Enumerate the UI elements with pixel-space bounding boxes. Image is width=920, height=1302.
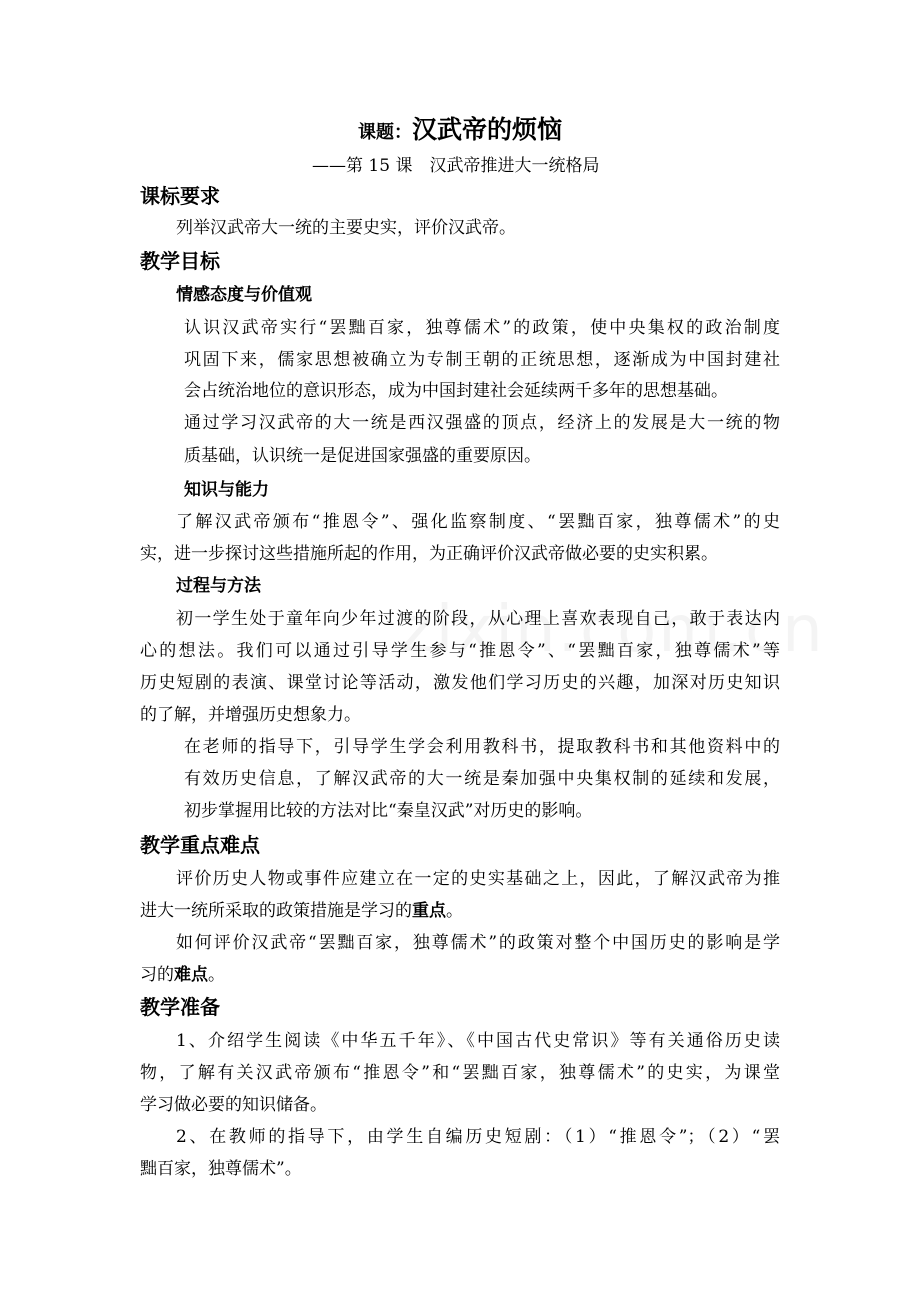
text-span: 。 <box>208 965 225 985</box>
page-title <box>0 116 920 147</box>
kebiao-line: 列举汉武帝大一统的主要史实，评价汉武帝。 <box>176 218 516 238</box>
zhongdian-line <box>140 965 225 985</box>
zhunbei-line: 黜百家，独尊儒术”。 <box>140 1159 302 1179</box>
text-span: 习的 <box>140 965 174 985</box>
title-prefix: 课题： <box>357 122 412 143</box>
section-heading-kebiao: 课标要求 <box>140 184 220 208</box>
zhunbei-line: 2、在教师的指导下，由学生自编历史短剧：（1）“推恩令”；（2）“罢 <box>176 1127 780 1147</box>
subheading-qinggan: 情感态度与价值观 <box>176 285 312 305</box>
qinggan-line: 认识汉武帝实行“罢黜百家，独尊儒术”的政策，使中央集权的政治制度 <box>184 318 780 338</box>
zhishi-line: 了解汉武帝颁布“推恩令”、强化监察制度、“罢黜百家，独尊儒术”的史 <box>176 512 780 532</box>
guocheng-line: 初步掌握用比较的方法对比“秦皇汉武”对历史的影响。 <box>184 801 593 821</box>
subheading-zhishi: 知识与能力 <box>184 480 269 500</box>
guocheng-line: 心的想法。我们可以通过引导学生参与“推恩令”、“罢黜百家，独尊儒术”等 <box>140 641 780 661</box>
zhunbei-line: 1、介绍学生阅读《中华五千年》、《中国古代史常识》等有关通俗历史读 <box>176 1031 780 1051</box>
key-point-emphasis: 重点 <box>412 901 446 921</box>
qinggan-line: 会占统治地位的意识形态，成为中国封建社会延续两千多年的思想基础。 <box>184 381 728 401</box>
guocheng-line: 在老师的指导下，引导学生学会利用教科书，提取教科书和其他资料中的 <box>184 737 780 757</box>
qinggan-line: 巩固下来，儒家思想被确立为专制王朝的正统思想，逐渐成为中国封建社 <box>184 350 780 370</box>
guocheng-line: 有效历史信息，了解汉武帝的大一统是秦加强中央集权制的延续和发展， <box>184 769 780 789</box>
text-span: 进大一统所采取的政策措施是学习的 <box>140 901 412 921</box>
difficulty-emphasis: 难点 <box>174 965 208 985</box>
guocheng-line: 初一学生处于童年向少年过渡的阶段，从心理上喜欢表现自己，敢于表达内 <box>176 609 780 629</box>
section-heading-zhunbei: 教学准备 <box>140 995 220 1019</box>
section-heading-mubiao: 教学目标 <box>140 249 220 273</box>
zhongdian-line: 评价历史人物或事件应建立在一定的史实基础之上，因此，了解汉武帝为推 <box>176 869 780 889</box>
zhishi-line: 实，进一步探讨这些措施所起的作用，为正确评价汉武帝做必要的史实积累。 <box>140 544 718 564</box>
section-heading-zhongdian: 教学重点难点 <box>140 833 260 857</box>
guocheng-line: 历史短剧的表演、课堂讨论等活动，激发他们学习历史的兴趣，加深对历史知识 <box>140 673 780 693</box>
zhongdian-line <box>140 901 463 921</box>
text-span: 。 <box>446 901 463 921</box>
qinggan-line: 质基础，认识统一是促进国家强盛的重要原因。 <box>184 446 541 466</box>
title-main: 汉武帝的烦恼 <box>411 115 562 144</box>
guocheng-line: 的了解，并增强历史想象力。 <box>140 705 361 725</box>
zhongdian-line: 如何评价汉武帝“罢黜百家，独尊儒术”的政策对整个中国历史的影响是学 <box>176 933 780 953</box>
page-subtitle: ——第 15 课 汉武帝推进大一统格局 <box>312 156 600 176</box>
subheading-guocheng: 过程与方法 <box>176 576 261 596</box>
zhunbei-line: 物，了解有关汉武帝颁布“推恩令”和“罢黜百家，独尊儒术”的史实，为课堂 <box>140 1063 780 1083</box>
zhunbei-line: 学习做必要的知识储备。 <box>140 1095 327 1115</box>
qinggan-line: 通过学习汉武帝的大一统是西汉强盛的顶点，经济上的发展是大一统的物 <box>184 413 780 433</box>
